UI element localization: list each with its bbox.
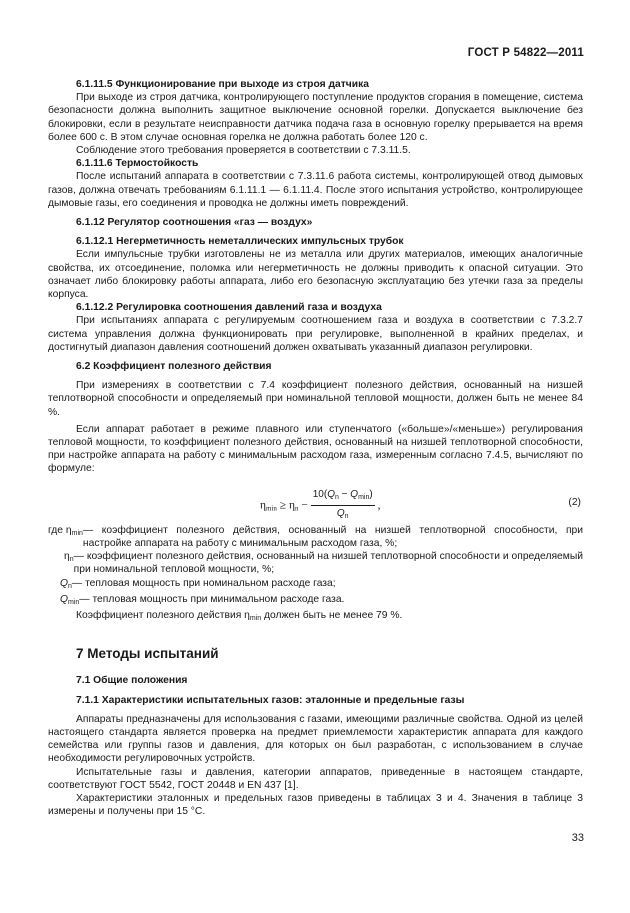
heading-7-1-1: 7.1.1 Характеристики испытательных газов: эталонные и предельные газы — [76, 694, 465, 706]
page-number: 33 — [571, 832, 584, 844]
heading-6-2: 6.2 Коэффициент полезного действия — [76, 361, 272, 373]
formula-2 — [48, 486, 583, 520]
definition-row: $Q_n$ — тепловая мощность при номинальном расходе газа; — [60, 577, 336, 590]
definition-row: $Q_{min}$ — тепловая мощность при минимальном расходе газа. — [60, 593, 345, 606]
paragraph: Если импульсные трубки изготовлены не из металла или других материалов, имеющих аналогичные свойства, их отсоединение, поломка или негерметичность не должны приводить к опасной ситуации. Это означает либо блокировку работы аппарата, либо его безопасную эксплуатацию без утечки газа за пределы корпуса. — [48, 249, 583, 301]
definition-row: $\eta_n$ — коэффициент полезного действия, основанный на низшей теплотворной способности и определяемый при номинальной тепловой мощности, %; — [64, 551, 583, 576]
efficiency-note: Коэффициент полезного действия $\eta_{min}$ должен быть не менее 79 %. — [76, 609, 403, 622]
paragraph: Испытательные газы и давления, категории аппаратов, приведенные в настоящем стандарте, соответствуют ГОСТ 5542, ГОСТ 20448 и EN 437 [1]. — [48, 766, 583, 791]
paragraph: При выходе из строя датчика, контролирующего поступление продуктов сгорания в помещение, система безопасности должна выполнить защитное выключение основной горелки. Допускается выключение без блокировки, если в результате неисправности датчика подача газа в основную горелку прерывается на время более 600 с. В этом случае основная горелка не должна работать более 120 с. — [48, 92, 583, 143]
heading-6-1-11-5: 6.1.11.5 Функционирование при выходе из строя датчика — [76, 79, 369, 90]
heading-6-1-12: 6.1.12 Регулятор соотношения «газ — воздух» — [76, 217, 313, 229]
formula-expression: $\eta_{min} \ge \eta_n$ − $\frac{10(Q_n - Q_{min})}{Q_n}$ , — [260, 488, 380, 523]
heading-6-1-11-6: 6.1.11.6 Термостойкость — [76, 158, 199, 170]
paragraph: Соблюдение этого требования проверяется в соответствии с 7.3.11.5. — [76, 145, 411, 157]
heading-6-1-12-2: 6.1.12.2 Регулировка соотношения давлений газа и воздуха — [76, 302, 382, 314]
heading-6-1-12-1: 6.1.12.1 Негерметичность неметаллических импульсных трубок — [76, 236, 404, 248]
section-7-title: 7 Методы испытаний — [76, 646, 219, 662]
page-content — [48, 78, 583, 818]
heading-7-1: 7.1 Общие положения — [76, 675, 188, 687]
paragraph: Если аппарат работает в режиме плавного или ступенчатого («больше»/«меньше») регулирования тепловой мощности, то коэффициент полезного действия, основанный на низшей теплотворной способности, при настройке аппарата на работу с минимальным расходом газа, измеренным согласно 7.4.5, вычисляют по формуле: — [48, 423, 583, 475]
formula-definitions — [48, 524, 583, 609]
paragraph: При измерениях в соответствии с 7.4 коэффициент полезного действия, основанный на низшей теплотворной способности и определяемый при номинальной тепловой мощности, должен быть не менее 84 %. — [48, 380, 583, 418]
paragraph: При испытаниях аппарата с регулируемым соотношением газа и воздуха в соответствии с 7.3.2.7 система управления должна функционировать при регулировке, выполненной в крайних пределах, и достигнутый диапазон давления соотношений должен охватывать указанный диапазон регулировки. — [48, 315, 583, 353]
paragraph: После испытаний аппарата в соответствии с 7.3.11.6 работа системы, контролирующей отвод дымовых газов, должна отвечать требованиям 6.1.11.1 — 6.1.11.4. После этого испытания устройство, контролирующее дымовые газы, его соединения и проводка не должны иметь повреждений. — [48, 171, 583, 209]
paragraph: Аппараты предназначены для использования с газами, имеющими различные свойства. Одной из целей настоящего стандарта является проверка на предмет приемлемости характеристик аппарата для каждого семейства или группы газов и давления, для которых он был разработан, с использованием в случае необходимости регулировочных устройств. — [48, 713, 583, 765]
paragraph: Характеристики эталонных и предельных газов приведены в таблицах 3 и 4. Значения в таблице 3 измерены и получены при 15 °C. — [48, 792, 583, 818]
standard-header: ГОСТ Р 54822—2011 — [467, 47, 584, 59]
formula-number: (2) — [568, 496, 581, 508]
formula-fraction: $\frac{10(Q_n - Q_{min})}{Q_n}$ — [312, 488, 373, 520]
definition-row: где $\eta_{min}$ — коэффициент полезного действия, основанный на низшей теплотворной способности, при настройке аппарата на работу с минимальным расходом газа, %; — [48, 524, 583, 549]
